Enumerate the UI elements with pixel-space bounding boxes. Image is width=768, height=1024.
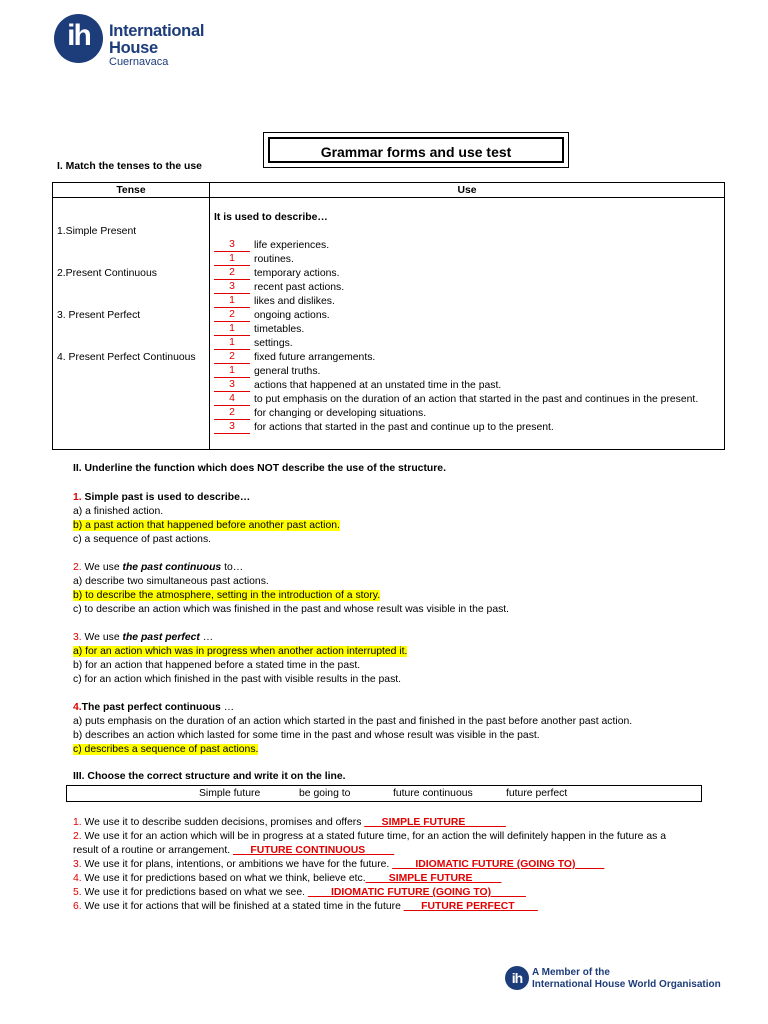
ih-footer-logo-mark: ih bbox=[505, 966, 529, 990]
answer-blank: 1 bbox=[214, 295, 250, 308]
use-row bbox=[214, 421, 554, 435]
structure-option: future continuous bbox=[393, 788, 473, 799]
use-row bbox=[214, 379, 501, 393]
answer-text: ___SIMPLE FUTURE_______ bbox=[364, 817, 506, 828]
structure-option: future perfect bbox=[506, 788, 568, 799]
logo-line-3: Cuernavaca bbox=[109, 56, 169, 68]
answer-blank: 3 bbox=[214, 421, 250, 434]
use-row bbox=[214, 253, 294, 267]
question-2-stem: 2. We use the past continuous to… bbox=[73, 562, 244, 573]
tense-match-table bbox=[52, 182, 725, 450]
use-row bbox=[214, 267, 339, 281]
footer-line-2: International House World Organisation bbox=[532, 979, 721, 990]
document-title: Grammar forms and use test bbox=[320, 144, 512, 160]
answer-text: ___FUTURE PERFECT____ bbox=[403, 901, 538, 912]
use-row bbox=[214, 337, 293, 351]
answer-blank: 2 bbox=[214, 351, 250, 364]
question-3-option-b: b) for an action that happened before a stated time in the past. bbox=[73, 660, 361, 671]
answer-blank: 1 bbox=[214, 337, 250, 350]
question-4-stem: 4.The past perfect continuous … bbox=[73, 702, 235, 713]
answer-text: ___FUTURE CONTINUOUS_____ bbox=[233, 845, 395, 856]
item-1: 1. We use it to describe sudden decisions, promises and offers ___SIMPLE FUTURE_______ bbox=[73, 817, 506, 828]
use-intro: It is used to describe… bbox=[214, 212, 328, 223]
use-text: general truths. bbox=[254, 366, 321, 377]
question-4-option-a: a) puts emphasis on the duration of an action which started in the past and finished in the past before another past action. bbox=[73, 716, 633, 727]
use-text: fixed future arrangements. bbox=[254, 352, 376, 363]
use-text: to put emphasis on the duration of an action that started in the past and continues in the present. bbox=[254, 394, 699, 405]
answer-blank: 3 bbox=[214, 281, 250, 294]
answer-blank: 3 bbox=[214, 379, 250, 392]
answer-blank: 1 bbox=[214, 253, 250, 266]
logo-line-2: House bbox=[109, 39, 158, 57]
use-row bbox=[214, 239, 329, 253]
use-text: actions that happened at an unstated time in the past. bbox=[254, 380, 502, 391]
question-4-option-c: c) describes a sequence of past actions. bbox=[73, 744, 259, 755]
use-text: likes and dislikes. bbox=[254, 296, 335, 307]
question-1-option-b: b) a past action that happened before another past action. bbox=[73, 520, 340, 531]
question-4-option-b: b) describes an action which lasted for some time in the past and whose result was visible in the past. bbox=[73, 730, 540, 741]
question-3-stem: 3. We use the past perfect … bbox=[73, 632, 214, 643]
tense-item: 1.Simple Present bbox=[57, 226, 137, 237]
use-text: timetables. bbox=[254, 324, 305, 335]
use-row bbox=[214, 323, 304, 337]
use-text: routines. bbox=[254, 254, 294, 265]
answer-blank: 4 bbox=[214, 393, 250, 406]
answer-blank: 1 bbox=[214, 365, 250, 378]
use-row bbox=[214, 407, 426, 421]
use-text: for changing or developing situations. bbox=[254, 408, 427, 419]
question-1-option-c: c) a sequence of past actions. bbox=[73, 534, 212, 545]
structure-option: Simple future bbox=[199, 788, 261, 799]
logo-line-1: International bbox=[109, 22, 205, 40]
answer-text: ____IDIOMATIC FUTURE (GOING TO)______ bbox=[307, 887, 526, 898]
ih-world-organisation-logo bbox=[505, 964, 735, 996]
use-text: temporary actions. bbox=[254, 268, 340, 279]
structure-option: be going to bbox=[299, 788, 351, 799]
column-header-use: Use bbox=[210, 183, 725, 198]
question-3-option-a: a) for an action which was in progress when another action interrupted it. bbox=[73, 646, 408, 657]
ih-cuernavaca-logo bbox=[54, 13, 224, 69]
use-text: recent past actions. bbox=[254, 282, 345, 293]
tense-item: 4. Present Perfect Continuous bbox=[57, 352, 196, 363]
use-row bbox=[214, 295, 335, 309]
tense-cell bbox=[53, 198, 210, 450]
use-row bbox=[214, 309, 330, 323]
answer-blank: 3 bbox=[214, 239, 250, 252]
question-2-option-b: b) to describe the atmosphere, setting in the introduction of a story. bbox=[73, 590, 381, 601]
use-text: settings. bbox=[254, 338, 293, 349]
use-text: ongoing actions. bbox=[254, 310, 330, 321]
question-2-option-c: c) to describe an action which was finished in the past and whose result was visible in the past. bbox=[73, 604, 510, 615]
ih-logo-mark-text: ih bbox=[67, 19, 90, 52]
use-row bbox=[214, 281, 344, 295]
answer-blank: 2 bbox=[214, 309, 250, 322]
answer-text: ____SIMPLE FUTURE_____ bbox=[365, 873, 502, 884]
tense-item: 3. Present Perfect bbox=[57, 310, 141, 321]
answer-blank: 2 bbox=[214, 407, 250, 420]
question-3-option-c: c) for an action which finished in the past with visible results in the past. bbox=[73, 674, 402, 685]
item-4: 4. We use it for predictions based on what we think, believe etc.____SIMPLE FUTURE_____ bbox=[73, 873, 502, 884]
question-1-option-a: a) a finished action. bbox=[73, 506, 164, 517]
item-2: 2. We use it for an action which will be in progress at a stated future time, for an action the will definitely happen in the future as a bbox=[73, 831, 666, 842]
section-3-heading: III. Choose the correct structure and write it on the line. bbox=[73, 771, 346, 782]
answer-blank: 1 bbox=[214, 323, 250, 336]
use-row bbox=[214, 351, 375, 365]
use-text: for actions that started in the past and continue up to the present. bbox=[254, 422, 554, 433]
item-3: 3. We use it for plans, intentions, or ambitions we have for the future. ____IDIOMATIC FUTURE (GOING TO)_____ bbox=[73, 859, 605, 870]
use-text: life experiences. bbox=[254, 240, 330, 251]
item-6: 6. We use it for actions that will be finished at a stated time in the future ___FUTURE PERFECT____ bbox=[73, 901, 538, 912]
title-box bbox=[263, 132, 569, 168]
column-header-tense: Tense bbox=[53, 183, 210, 198]
section-2-heading: II. Underline the function which does NOT describe the use of the structure. bbox=[73, 463, 446, 474]
structure-options-box bbox=[66, 785, 702, 802]
question-1-stem: 1. Simple past is used to describe… bbox=[73, 492, 251, 503]
answer-text: ____IDIOMATIC FUTURE (GOING TO)_____ bbox=[392, 859, 605, 870]
tense-item: 2.Present Continuous bbox=[57, 268, 157, 279]
question-2-option-a: a) describe two simultaneous past actions. bbox=[73, 576, 269, 587]
use-row bbox=[214, 365, 320, 379]
answer-blank: 2 bbox=[214, 267, 250, 280]
item-5: 5. We use it for predictions based on what we see. ____IDIOMATIC FUTURE (GOING TO)______ bbox=[73, 887, 526, 898]
section-1-heading: I. Match the tenses to the use bbox=[57, 161, 202, 172]
item-2-continued: result of a routine or arrangement. ___FUTURE CONTINUOUS_____ bbox=[73, 845, 395, 856]
use-row bbox=[214, 393, 698, 407]
footer-line-1: A Member of the bbox=[532, 967, 610, 978]
use-cell bbox=[210, 198, 725, 450]
